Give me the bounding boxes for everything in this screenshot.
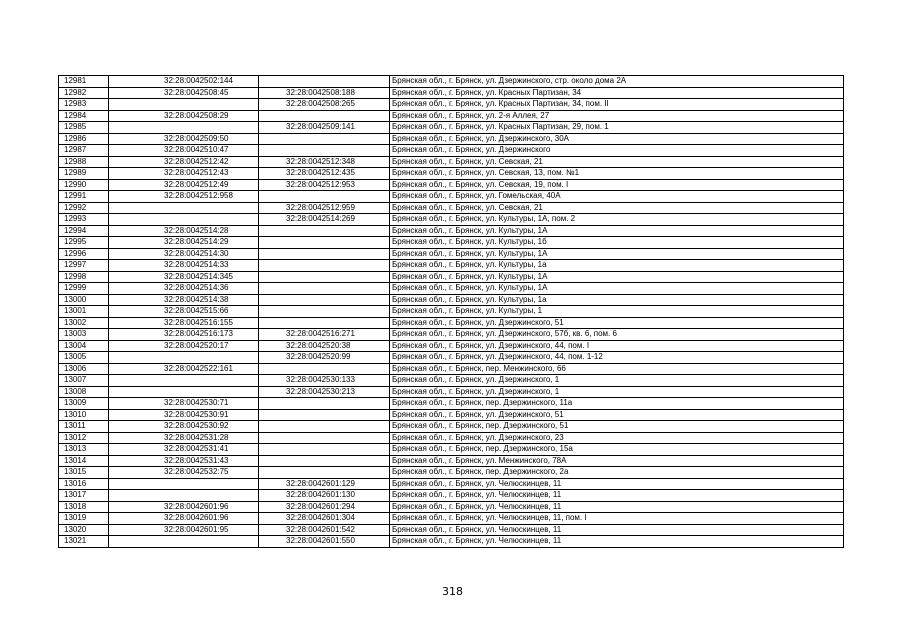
cadastral-number-cell: 32:28:0042502:144	[109, 76, 259, 88]
address-cell: Брянская обл., г. Брянск, ул. Челюскинцев, 11	[390, 501, 844, 513]
related-cadastral-number-cell: 32:28:0042516:271	[259, 329, 390, 341]
related-cadastral-number-cell: 32:28:0042509:141	[259, 122, 390, 134]
address-cell: Брянская обл., г. Брянск, ул. Дзержинского, 1	[390, 375, 844, 387]
property-table-body	[59, 76, 844, 548]
address-cell: Брянская обл., г. Брянск, ул. Дзержинского, 23	[390, 432, 844, 444]
property-table	[58, 75, 844, 548]
cadastral-number-cell	[109, 490, 259, 502]
address-cell: Брянская обл., г. Брянск, ул. Культуры, 1А, пом. 2	[390, 214, 844, 226]
row-number-cell: 12994	[59, 225, 109, 237]
cadastral-number-cell: 32:28:0042520:17	[109, 340, 259, 352]
related-cadastral-number-cell: 32:28:0042601:294	[259, 501, 390, 513]
address-cell: Брянская обл., г. Брянск, ул. Дзержинского, 51	[390, 317, 844, 329]
table-row	[59, 145, 844, 157]
related-cadastral-number-cell	[259, 283, 390, 295]
related-cadastral-number-cell	[259, 225, 390, 237]
table-row	[59, 513, 844, 525]
table-row	[59, 110, 844, 122]
row-number-cell: 13005	[59, 352, 109, 364]
address-cell: Брянская обл., г. Брянск, ул. Челюскинцев, 11	[390, 490, 844, 502]
address-cell: Брянская обл., г. Брянск, ул. Культуры, 1А	[390, 248, 844, 260]
row-number-cell: 13007	[59, 375, 109, 387]
row-number-cell: 12998	[59, 271, 109, 283]
address-cell: Брянская обл., г. Брянск, ул. Культуры, 1	[390, 306, 844, 318]
related-cadastral-number-cell	[259, 398, 390, 410]
table-row	[59, 179, 844, 191]
table-row	[59, 340, 844, 352]
table-row	[59, 122, 844, 134]
related-cadastral-number-cell: 32:28:0042508:265	[259, 99, 390, 111]
related-cadastral-number-cell	[259, 467, 390, 479]
table-row	[59, 87, 844, 99]
address-cell: Брянская обл., г. Брянск, ул. Дзержинского, 44, пом. I	[390, 340, 844, 352]
related-cadastral-number-cell	[259, 409, 390, 421]
table-row	[59, 536, 844, 548]
cadastral-number-cell: 32:28:0042512:42	[109, 156, 259, 168]
related-cadastral-number-cell	[259, 191, 390, 203]
cadastral-number-cell	[109, 99, 259, 111]
cadastral-number-cell: 32:28:0042601:96	[109, 501, 259, 513]
row-number-cell: 12989	[59, 168, 109, 180]
related-cadastral-number-cell: 32:28:0042601:130	[259, 490, 390, 502]
cadastral-number-cell: 32:28:0042509:50	[109, 133, 259, 145]
address-cell: Брянская обл., г. Брянск, ул. Челюскинцев, 11	[390, 478, 844, 490]
address-cell: Брянская обл., г. Брянск, ул. Культуры, 1А	[390, 271, 844, 283]
row-number-cell: 12987	[59, 145, 109, 157]
address-cell: Брянская обл., г. Брянск, ул. Дзержинского	[390, 145, 844, 157]
row-number-cell: 12997	[59, 260, 109, 272]
cadastral-number-cell	[109, 386, 259, 398]
row-number-cell: 12993	[59, 214, 109, 226]
row-number-cell: 13019	[59, 513, 109, 525]
cadastral-number-cell: 32:28:0042512:43	[109, 168, 259, 180]
table-row	[59, 524, 844, 536]
related-cadastral-number-cell	[259, 248, 390, 260]
table-row	[59, 421, 844, 433]
related-cadastral-number-cell	[259, 444, 390, 456]
address-cell: Брянская обл., г. Брянск, ул. Дзержинского, 44, пом. 1-12	[390, 352, 844, 364]
row-number-cell: 13020	[59, 524, 109, 536]
address-cell: Брянская обл., г. Брянск, пер. Дзержинского, 2а	[390, 467, 844, 479]
cadastral-number-cell: 32:28:0042516:155	[109, 317, 259, 329]
cadastral-number-cell: 32:28:0042512:49	[109, 179, 259, 191]
cadastral-number-cell: 32:28:0042530:91	[109, 409, 259, 421]
row-number-cell: 13014	[59, 455, 109, 467]
table-row	[59, 76, 844, 88]
address-cell: Брянская обл., г. Брянск, ул. Менжинского, 78А	[390, 455, 844, 467]
related-cadastral-number-cell: 32:28:0042512:348	[259, 156, 390, 168]
table-row	[59, 455, 844, 467]
row-number-cell: 13004	[59, 340, 109, 352]
address-cell: Брянская обл., г. Брянск, ул. Челюскинцев, 11	[390, 536, 844, 548]
address-cell: Брянская обл., г. Брянск, ул. Севская, 13, пом. №1	[390, 168, 844, 180]
related-cadastral-number-cell: 32:28:0042512:435	[259, 168, 390, 180]
cadastral-number-cell: 32:28:0042510:47	[109, 145, 259, 157]
related-cadastral-number-cell	[259, 363, 390, 375]
cadastral-number-cell	[109, 202, 259, 214]
address-cell: Брянская обл., г. Брянск, пер. Дзержинского, 11а	[390, 398, 844, 410]
cadastral-number-cell	[109, 375, 259, 387]
related-cadastral-number-cell	[259, 110, 390, 122]
row-number-cell: 12992	[59, 202, 109, 214]
cadastral-number-cell: 32:28:0042522:161	[109, 363, 259, 375]
row-number-cell: 13001	[59, 306, 109, 318]
table-row	[59, 294, 844, 306]
table-row	[59, 398, 844, 410]
row-number-cell: 13016	[59, 478, 109, 490]
address-cell: Брянская обл., г. Брянск, ул. 2-я Аллея, 27	[390, 110, 844, 122]
cadastral-number-cell: 32:28:0042531:28	[109, 432, 259, 444]
row-number-cell: 12991	[59, 191, 109, 203]
cadastral-number-cell: 32:28:0042512:958	[109, 191, 259, 203]
table-row	[59, 237, 844, 249]
table-row	[59, 248, 844, 260]
cadastral-number-cell: 32:28:0042601:96	[109, 513, 259, 525]
table-row	[59, 478, 844, 490]
related-cadastral-number-cell	[259, 432, 390, 444]
table-row	[59, 271, 844, 283]
row-number-cell: 13012	[59, 432, 109, 444]
page-number: 318	[442, 585, 463, 598]
address-cell: Брянская обл., г. Брянск, пер. Дзержинского, 15а	[390, 444, 844, 456]
table-row	[59, 283, 844, 295]
cadastral-number-cell	[109, 536, 259, 548]
row-number-cell: 13011	[59, 421, 109, 433]
table-row	[59, 375, 844, 387]
address-cell: Брянская обл., г. Брянск, ул. Дзержинского, 51	[390, 409, 844, 421]
table-row	[59, 467, 844, 479]
row-number-cell: 12988	[59, 156, 109, 168]
table-row	[59, 490, 844, 502]
address-cell: Брянская обл., г. Брянск, ул. Севская, 21	[390, 202, 844, 214]
address-cell: Брянская обл., г. Брянск, ул. Красных Партизан, 29, пом. 1	[390, 122, 844, 134]
related-cadastral-number-cell	[259, 306, 390, 318]
address-cell: Брянская обл., г. Брянск, ул. Челюскинцев, 11	[390, 524, 844, 536]
row-number-cell: 12982	[59, 87, 109, 99]
address-cell: Брянская обл., г. Брянск, ул. Культуры, 1б	[390, 237, 844, 249]
table-row	[59, 191, 844, 203]
related-cadastral-number-cell	[259, 455, 390, 467]
address-cell: Брянская обл., г. Брянск, пер. Менжинского, 66	[390, 363, 844, 375]
cadastral-number-cell: 32:28:0042516:173	[109, 329, 259, 341]
cadastral-number-cell: 32:28:0042530:92	[109, 421, 259, 433]
related-cadastral-number-cell: 32:28:0042601:550	[259, 536, 390, 548]
related-cadastral-number-cell: 32:28:0042530:213	[259, 386, 390, 398]
table-row	[59, 260, 844, 272]
row-number-cell: 13013	[59, 444, 109, 456]
table-row	[59, 386, 844, 398]
address-cell: Брянская обл., г. Брянск, ул. Дзержинского, 30А	[390, 133, 844, 145]
row-number-cell: 13000	[59, 294, 109, 306]
related-cadastral-number-cell	[259, 260, 390, 272]
address-cell: Брянская обл., г. Брянск, ул. Культуры, 1а	[390, 260, 844, 272]
cadastral-number-cell: 32:28:0042514:29	[109, 237, 259, 249]
row-number-cell: 13009	[59, 398, 109, 410]
table-row	[59, 168, 844, 180]
row-number-cell: 13010	[59, 409, 109, 421]
row-number-cell: 13002	[59, 317, 109, 329]
table-row	[59, 352, 844, 364]
row-number-cell: 12996	[59, 248, 109, 260]
cadastral-number-cell: 32:28:0042514:33	[109, 260, 259, 272]
row-number-cell: 13018	[59, 501, 109, 513]
related-cadastral-number-cell: 32:28:0042514:269	[259, 214, 390, 226]
row-number-cell: 12986	[59, 133, 109, 145]
row-number-cell: 13021	[59, 536, 109, 548]
address-cell: Брянская обл., г. Брянск, ул. Гомельская, 40А	[390, 191, 844, 203]
cadastral-number-cell: 32:28:0042508:29	[109, 110, 259, 122]
related-cadastral-number-cell: 32:28:0042601:129	[259, 478, 390, 490]
related-cadastral-number-cell	[259, 271, 390, 283]
related-cadastral-number-cell: 32:28:0042512:959	[259, 202, 390, 214]
related-cadastral-number-cell	[259, 145, 390, 157]
related-cadastral-number-cell	[259, 76, 390, 88]
cadastral-number-cell: 32:28:0042531:43	[109, 455, 259, 467]
address-cell: Брянская обл., г. Брянск, пер. Дзержинского, 51	[390, 421, 844, 433]
row-number-cell: 12985	[59, 122, 109, 134]
related-cadastral-number-cell	[259, 317, 390, 329]
related-cadastral-number-cell: 32:28:0042601:542	[259, 524, 390, 536]
row-number-cell: 12981	[59, 76, 109, 88]
row-number-cell: 12999	[59, 283, 109, 295]
table-row	[59, 501, 844, 513]
cadastral-number-cell: 32:28:0042514:30	[109, 248, 259, 260]
cadastral-number-cell: 32:28:0042508:45	[109, 87, 259, 99]
cadastral-number-cell	[109, 214, 259, 226]
table-row	[59, 432, 844, 444]
address-cell: Брянская обл., г. Брянск, ул. Красных Партизан, 34	[390, 87, 844, 99]
related-cadastral-number-cell	[259, 237, 390, 249]
table-row	[59, 99, 844, 111]
cadastral-number-cell: 32:28:0042514:28	[109, 225, 259, 237]
row-number-cell: 13003	[59, 329, 109, 341]
cadastral-number-cell: 32:28:0042530:71	[109, 398, 259, 410]
cadastral-number-cell: 32:28:0042601:95	[109, 524, 259, 536]
address-cell: Брянская обл., г. Брянск, ул. Дзержинского, стр. около дома 2А	[390, 76, 844, 88]
related-cadastral-number-cell: 32:28:0042512:953	[259, 179, 390, 191]
row-number-cell: 12990	[59, 179, 109, 191]
table-row	[59, 444, 844, 456]
table-row	[59, 329, 844, 341]
address-cell: Брянская обл., г. Брянск, ул. Севская, 19, пом. I	[390, 179, 844, 191]
address-cell: Брянская обл., г. Брянск, ул. Культуры, 1а	[390, 294, 844, 306]
row-number-cell: 13008	[59, 386, 109, 398]
cadastral-number-cell	[109, 122, 259, 134]
table-row	[59, 214, 844, 226]
address-cell: Брянская обл., г. Брянск, ул. Красных Партизан, 34, пом. II	[390, 99, 844, 111]
table-row	[59, 317, 844, 329]
row-number-cell: 12983	[59, 99, 109, 111]
row-number-cell: 12995	[59, 237, 109, 249]
cadastral-number-cell: 32:28:0042532:75	[109, 467, 259, 479]
address-cell: Брянская обл., г. Брянск, ул. Дзержинского, 1	[390, 386, 844, 398]
address-cell: Брянская обл., г. Брянск, ул. Челюскинцев, 11, пом. I	[390, 513, 844, 525]
cadastral-number-cell	[109, 352, 259, 364]
address-cell: Брянская обл., г. Брянск, ул. Культуры, 1А	[390, 225, 844, 237]
table-row	[59, 133, 844, 145]
related-cadastral-number-cell: 32:28:0042520:99	[259, 352, 390, 364]
cadastral-number-cell: 32:28:0042514:36	[109, 283, 259, 295]
related-cadastral-number-cell: 32:28:0042530:133	[259, 375, 390, 387]
related-cadastral-number-cell: 32:28:0042601:304	[259, 513, 390, 525]
table-row	[59, 363, 844, 375]
row-number-cell: 12984	[59, 110, 109, 122]
address-cell: Брянская обл., г. Брянск, ул. Дзержинского, 57б, кв. 6, пом. 6	[390, 329, 844, 341]
related-cadastral-number-cell	[259, 294, 390, 306]
cadastral-number-cell: 32:28:0042514:38	[109, 294, 259, 306]
cadastral-number-cell: 32:28:0042514:345	[109, 271, 259, 283]
row-number-cell: 13015	[59, 467, 109, 479]
address-cell: Брянская обл., г. Брянск, ул. Севская, 21	[390, 156, 844, 168]
table-row	[59, 156, 844, 168]
cadastral-number-cell: 32:28:0042515:66	[109, 306, 259, 318]
table-row	[59, 306, 844, 318]
row-number-cell: 13006	[59, 363, 109, 375]
related-cadastral-number-cell	[259, 133, 390, 145]
related-cadastral-number-cell	[259, 421, 390, 433]
table-row	[59, 409, 844, 421]
row-number-cell: 13017	[59, 490, 109, 502]
address-cell: Брянская обл., г. Брянск, ул. Культуры, 1А	[390, 283, 844, 295]
related-cadastral-number-cell: 32:28:0042520:38	[259, 340, 390, 352]
cadastral-number-cell: 32:28:0042531:41	[109, 444, 259, 456]
cadastral-number-cell	[109, 478, 259, 490]
table-row	[59, 225, 844, 237]
table-row	[59, 202, 844, 214]
related-cadastral-number-cell: 32:28:0042508:188	[259, 87, 390, 99]
